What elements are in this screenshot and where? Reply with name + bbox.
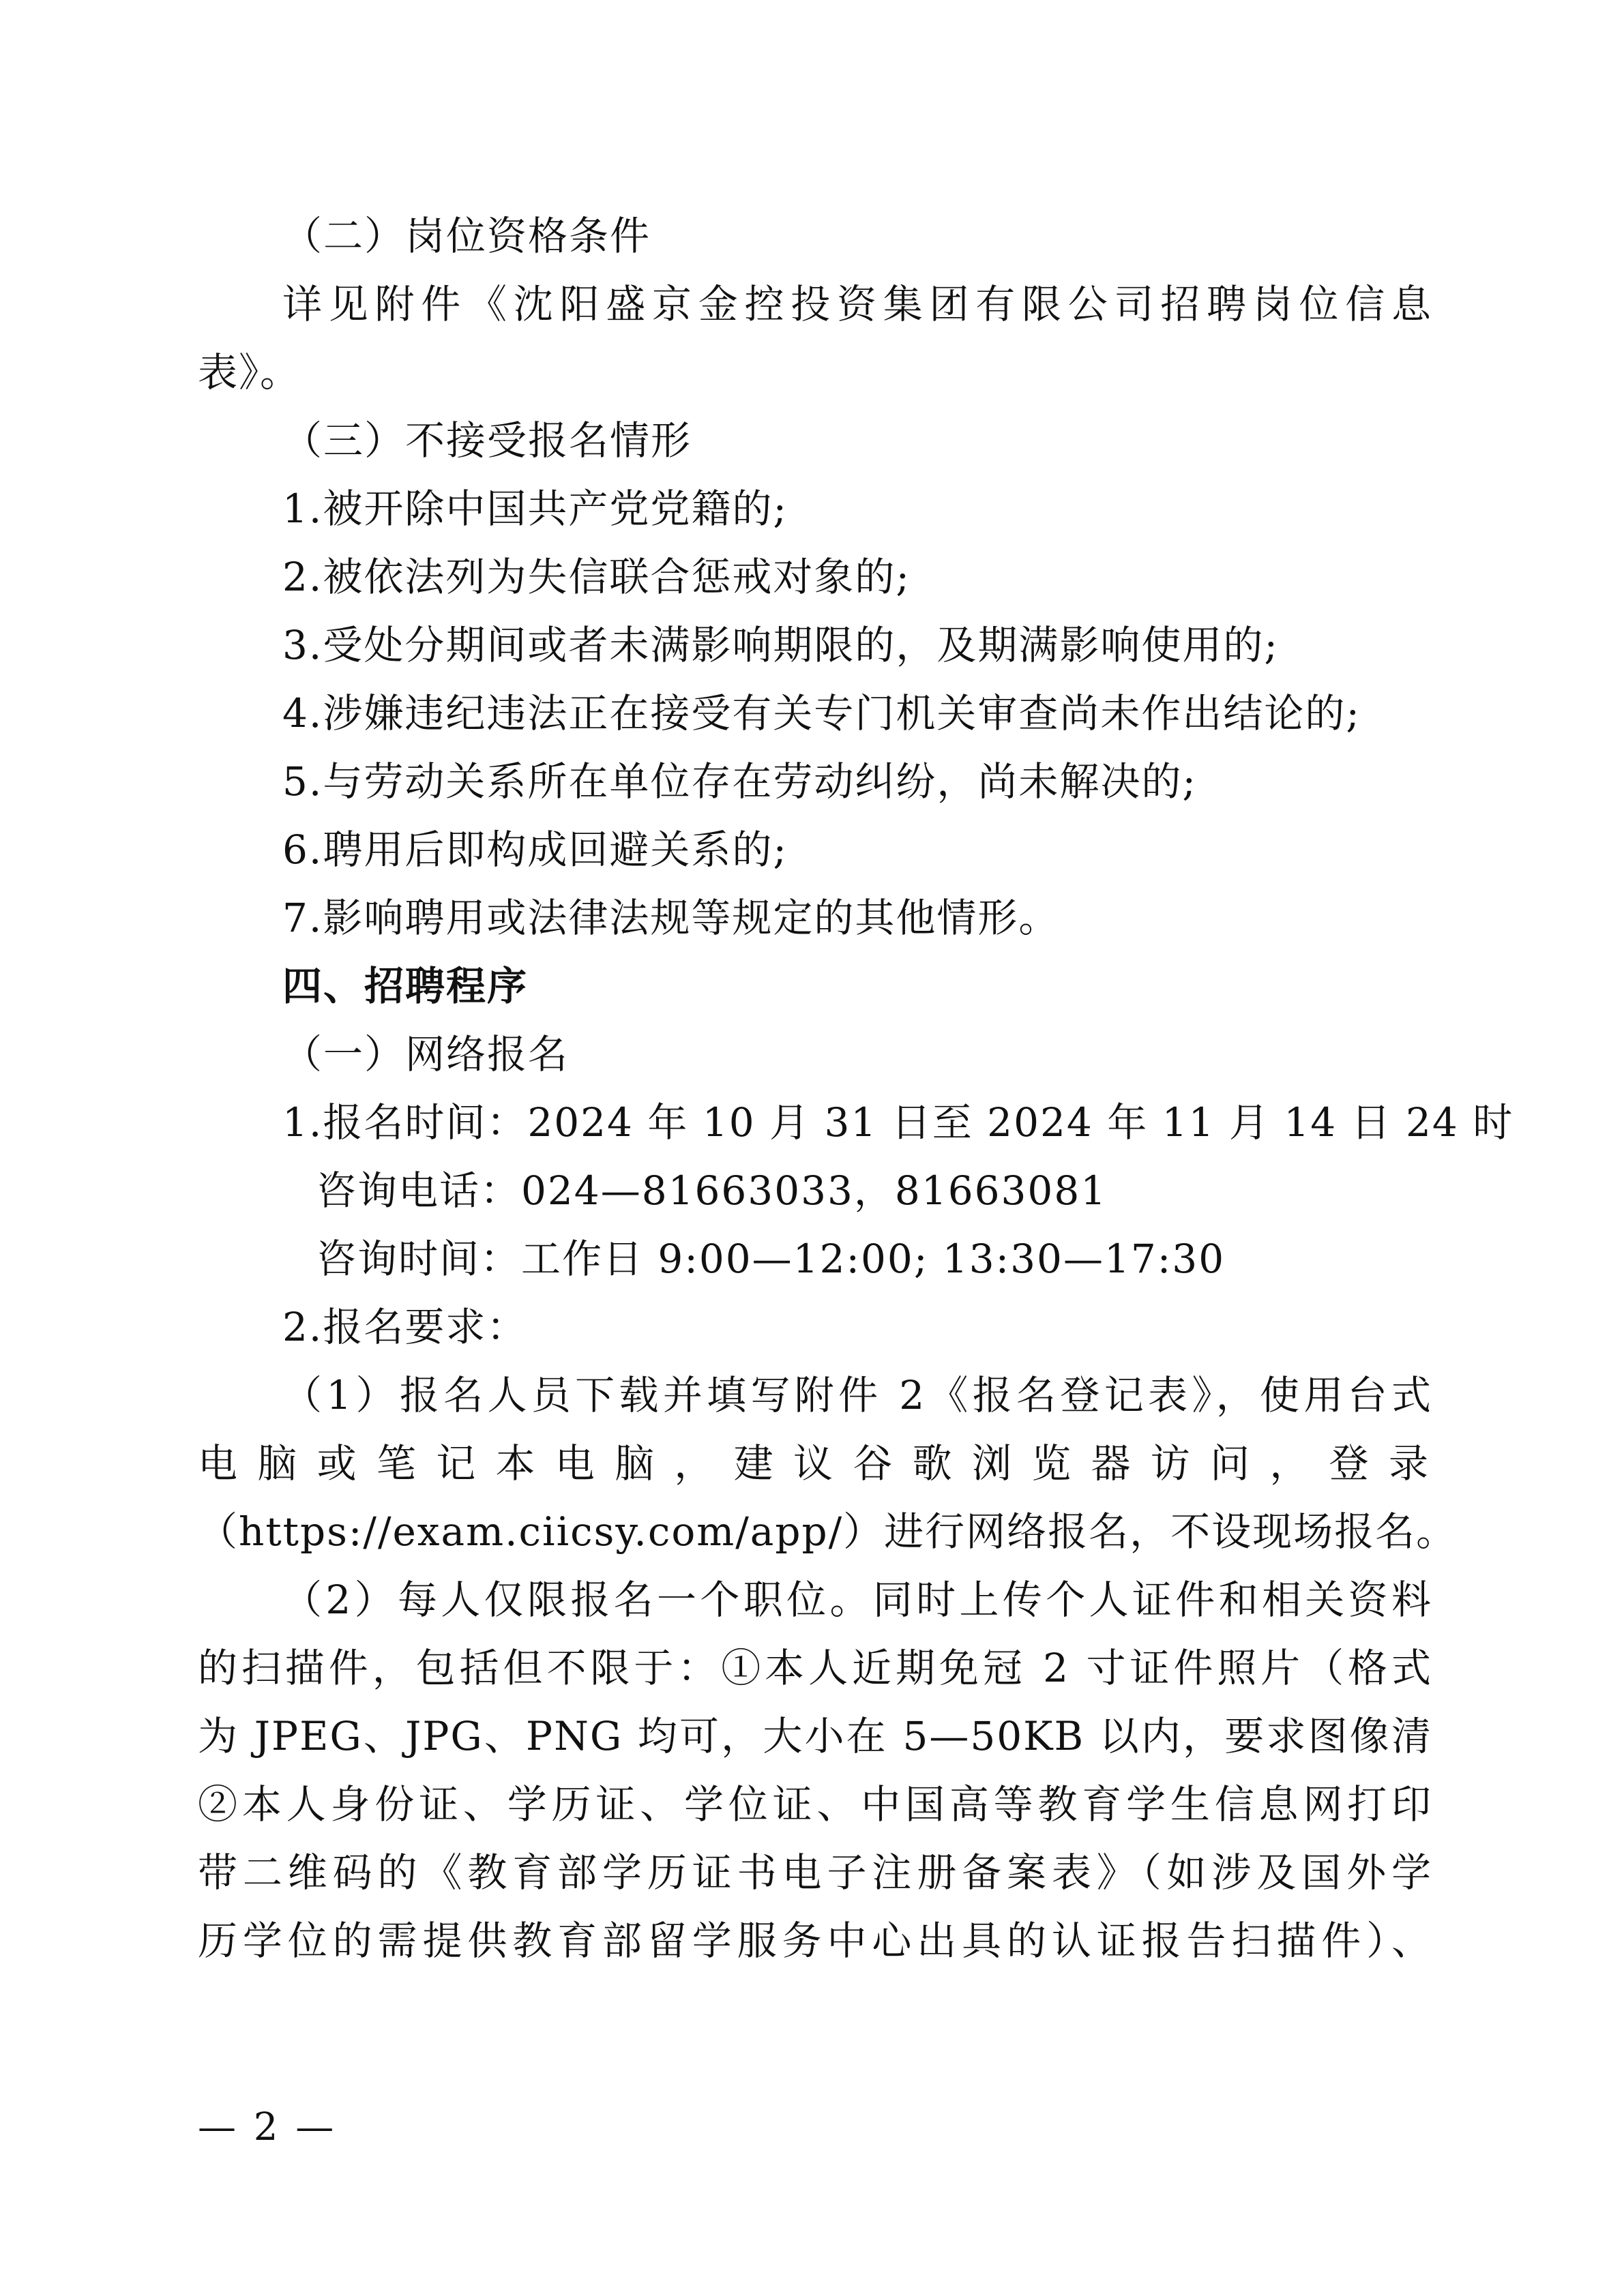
registration-time: 1.报名时间：2024 年 10 月 31 日至 2024 年 11 月 14 日 24 时 xyxy=(282,1099,1514,1146)
paragraph-line: 的扫描件，包括但不限于：①本人近期免冠 2 寸证件照片（格式 xyxy=(198,1645,1432,1691)
registration-url-line: （https://exam.ciicsy.com/app/）进行网络报名，不设现场报名。 xyxy=(198,1508,1458,1555)
subsection-heading-qualifications: （二）岗位资格条件 xyxy=(282,213,651,259)
paragraph-line: 历学位的需提供教育部留学服务中心出具的认证报告扫描件）、 xyxy=(198,1918,1432,1964)
registration-requirements-heading: 2.报名要求： xyxy=(282,1304,528,1350)
subsection-heading-exclusions: （三）不接受报名情形 xyxy=(282,417,692,464)
paragraph-line: 为 JPEG、JPG、PNG 均可，大小在 5—50KB 以内，要求图像清 xyxy=(198,1713,1432,1759)
paragraph-line: （1）报名人员下载并填写附件 2《报名登记表》，使用台式 xyxy=(282,1372,1432,1418)
paragraph-line: 电脑或笔记本电脑，建议谷歌浏览器访问，登录 xyxy=(198,1440,1432,1487)
subsection-heading-online-registration: （一）网络报名 xyxy=(282,1031,570,1077)
list-item: 3.受处分期间或者未满影响期限的，及期满影响使用的; xyxy=(282,622,1279,668)
consultation-hours: 咨询时间：工作日 9:00—12:00; 13:30—17:30 xyxy=(316,1236,1226,1282)
paragraph-line: 表》。 xyxy=(198,349,301,396)
page-number: — 2 — xyxy=(198,2105,337,2149)
list-item: 4.涉嫌违纪违法正在接受有关专门机关审查尚未作出结论的; xyxy=(282,690,1361,736)
list-item: 6.聘用后即构成回避关系的; xyxy=(282,826,788,873)
paragraph-line: 详见附件《沈阳盛京金控投资集团有限公司招聘岗位信息 xyxy=(282,281,1432,327)
paragraph-line: （2）每人仅限报名一个职位。同时上传个人证件和相关资料 xyxy=(282,1577,1432,1623)
list-item: 7.影响聘用或法律法规等规定的其他情形。 xyxy=(282,895,1060,941)
paragraph-line: 带二维码的《教育部学历证书电子注册备案表》（如涉及国外学 xyxy=(198,1849,1432,1896)
section-heading-recruitment-procedure: 四、招聘程序 xyxy=(282,963,529,1009)
list-item: 1.被开除中国共产党党籍的; xyxy=(282,486,788,532)
paragraph-line: ②本人身份证、学历证、学位证、中国高等教育学生信息网打印 xyxy=(198,1781,1432,1828)
list-item: 2.被依法列为失信联合惩戒对象的; xyxy=(282,554,911,600)
list-item: 5.与劳动关系所在单位存在劳动纠纷，尚未解决的; xyxy=(282,758,1197,805)
consultation-phone: 咨询电话：024—81663033，81663081 xyxy=(316,1167,1108,1214)
